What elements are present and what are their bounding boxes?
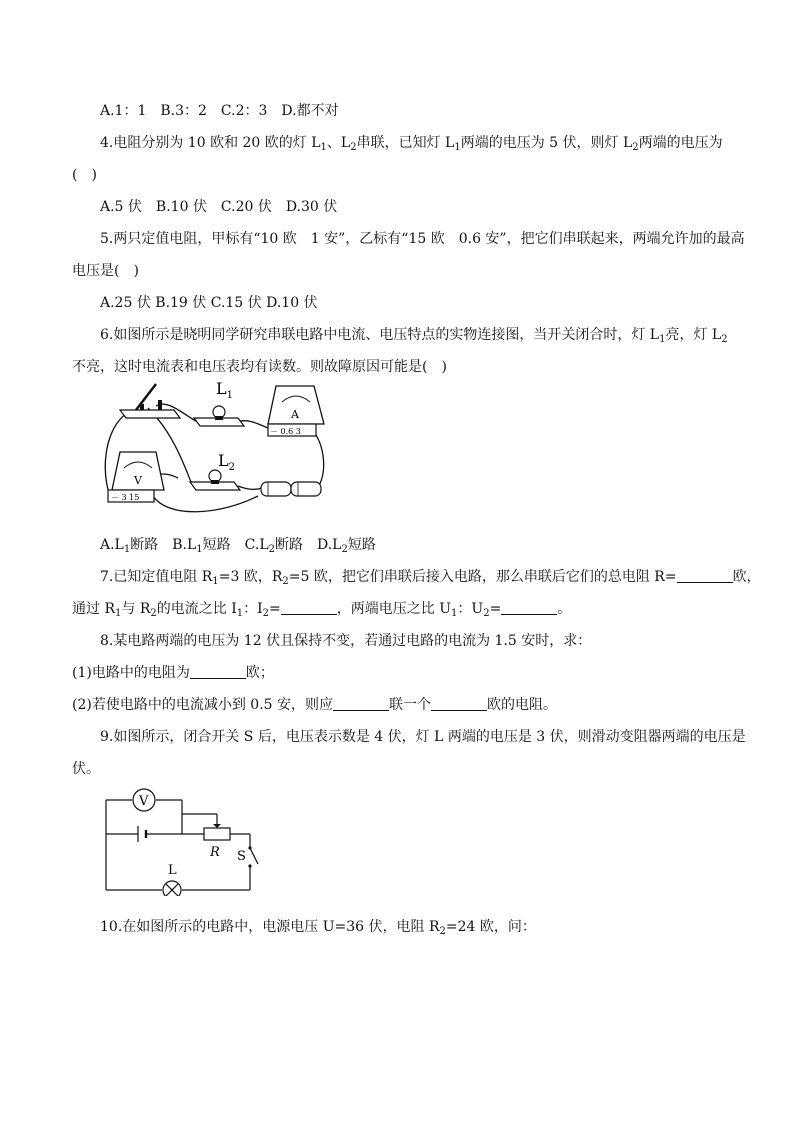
answer-blank[interactable] — [281, 600, 337, 615]
q5-stem-line2: 电压是( ) — [72, 263, 139, 279]
answer-blank[interactable] — [677, 568, 733, 583]
q8-stem: 8.某电路两端的电压为 12 伏且保持不变，若通过电路的电流为 1.5 安时，求： — [100, 633, 592, 649]
q4-stem: 4.电阻分别为 10 欧和 20 欧的灯 $L_1$、$L_2$串联，已知灯 $L_1$两端的电压为 5 伏，则灯 $L_2$两端的电压为 — [100, 135, 723, 153]
ammeter-terminals: － 0.6 3 — [270, 427, 301, 436]
lamp-l2-label: $L_2$ — [218, 451, 235, 473]
lamp-l1-label: $L_1$ — [216, 379, 233, 401]
q6-options: $A.L_1$断路 $B.L_1$短路 $C.L_2$断路 $D.L_2$短路 — [100, 537, 376, 555]
q7-stem-line1: 7.已知定值电阻 $R_1=3$ 欧，$R_2=5$ 欧，把它们串联后接入电路，那么串联后它们的总电阻 R= 欧， — [100, 569, 761, 587]
q10-stem: 10.在如图所示的电路中，电源电压 U=36 伏，电阻 $R_2=24$ 欧，问： — [100, 919, 536, 937]
q3-options: A.1：1 B.3：2 C.2：3 D.都不对 — [100, 103, 339, 119]
voltmeter-terminals: － 3 15 — [111, 493, 140, 502]
answer-blank[interactable] — [431, 696, 487, 711]
lamp-symbol-label: L — [168, 863, 177, 878]
voltmeter-symbol-label: V — [139, 794, 149, 809]
q8-part2: (2)若使电路中的电流减小到 0.5 安，则应 联一个 欧的电阻。 — [72, 697, 557, 713]
q4-paren: ( ) — [72, 167, 97, 183]
switch-icon — [120, 384, 180, 418]
q9-circuit-figure — [100, 786, 260, 896]
q6-circuit-figure — [98, 378, 338, 523]
lamp-symbol-icon — [163, 881, 181, 896]
answer-blank[interactable] — [501, 600, 557, 615]
answer-blank[interactable] — [190, 664, 246, 679]
q5-options: A.25 伏 B.19 伏 C.15 伏 D.10 伏 — [100, 295, 318, 311]
lamp-l2-icon — [190, 470, 240, 490]
q7-stem-line2: 通过 $R_1$与 $R_2$的电流之比 $I_1$：$I_2=$ ，两端电压之比 $U_1$：$U_2=$ 。 — [72, 601, 572, 619]
switch-label: S — [237, 849, 246, 864]
q6-stem-line1: 6.如图所示是晓明同学研究串联电路中电流、电压特点的实物连接图，当开关闭合时，灯 $L_1$亮，灯 $L_2$ — [100, 327, 728, 345]
q9-stem-line1: 9.如图所示，闭合开关 S 后，电压表示数是 4 伏，灯 L 两端的电压是 3 伏，则滑动变阻器两端的电压是 — [100, 729, 746, 745]
voltmeter-label: V — [134, 474, 142, 487]
answer-blank[interactable] — [333, 696, 389, 711]
q5-stem-line1: 5.两只定值电阻，甲标有“10 欧 1 安”，乙标有“15 欧 0.6 安”，把它们串联起来，两端允许加的最高 — [100, 231, 745, 247]
ammeter-label: A — [291, 408, 299, 421]
q8-part1: (1)电路中的电阻为 欧； — [72, 665, 274, 681]
q9-stem-line2: 伏。 — [72, 761, 100, 777]
q6-stem-line2: 不亮，这时电流表和电压表均有读数。则故障原因可能是( ) — [72, 359, 447, 375]
lamp-l1-icon — [194, 406, 244, 426]
rheostat-label: R — [210, 845, 220, 860]
battery-icon — [261, 482, 321, 496]
q4-options: A.5 伏 B.10 伏 C.20 伏 D.30 伏 — [100, 199, 338, 215]
